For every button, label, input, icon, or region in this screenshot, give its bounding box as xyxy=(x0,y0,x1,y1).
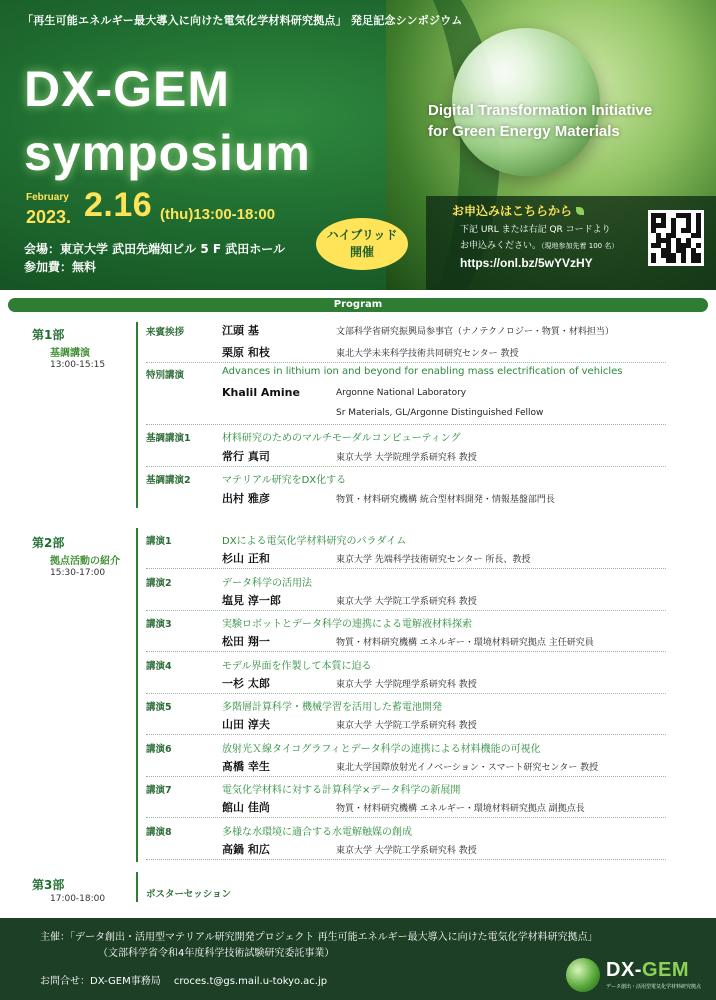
part3-title: 第3部 xyxy=(32,878,65,892)
registration-heading-text: お申込みはこちらから xyxy=(452,204,573,218)
talk-affiliation: 東京大学 先端科学技術研究センター 所長、教授 xyxy=(336,555,531,565)
logo-text-dx: DX- xyxy=(606,959,642,981)
talk-label: 講演6 xyxy=(146,743,172,755)
part2-subtitle: 拠点活動の紹介 xyxy=(50,556,120,567)
separator xyxy=(146,859,666,860)
logo-globe-icon xyxy=(566,958,600,992)
part3-time: 17:00-18:00 xyxy=(50,894,106,904)
talk-title: 実験ロボットとデータ科学の連携による電解液材料探索 xyxy=(222,619,472,630)
talk-title: 放射光Ｘ線タイコグラフィとデータ科学の連携による材料機能の可視化 xyxy=(222,743,541,755)
talk-speaker: 髙橋 幸生 xyxy=(222,759,270,773)
welcome2-name: 栗原 和枝 xyxy=(222,346,270,359)
part1-subtitle: 基調講演 xyxy=(50,348,90,359)
qr-module xyxy=(696,258,701,263)
separator xyxy=(146,568,666,569)
poster-session-label: ポスターセッション xyxy=(146,889,232,900)
registration-line-2-text: お申込みください。 xyxy=(460,241,542,251)
part2-divider xyxy=(136,528,138,862)
separator xyxy=(146,734,666,735)
registration-url-link[interactable]: https://onl.bz/5wYVzHY xyxy=(460,256,593,270)
talk-label: 講演5 xyxy=(146,702,172,713)
registration-line-1: 下記 URL または右記 QR コードより xyxy=(460,225,611,235)
special-affiliation-1: Argonne National Laboratory xyxy=(336,388,467,398)
separator xyxy=(146,693,666,694)
subtitle xyxy=(428,100,652,142)
talk-affiliation: 東京大学 大学院工学系研究科 教授 xyxy=(336,845,477,856)
hybrid-line-1: ハイブリッド xyxy=(326,228,398,242)
logo-subtitle: データ創出・活用型電気化学材料研究拠点 xyxy=(606,984,702,990)
special-title: Advances in lithium ion and beyond for enabling mass electrification of vehicles xyxy=(222,366,623,377)
dx-gem-logo xyxy=(566,956,706,996)
talk-speaker: 杉山 正和 xyxy=(222,552,270,565)
capacity-note: （現地参加先着 100 名） xyxy=(541,242,619,250)
talk-label: 講演1 xyxy=(146,536,172,547)
hybrid-badge xyxy=(316,218,408,270)
talk-affiliation: 物質・材料研究機構 エネルギー・環境材料研究拠点 主任研究員 xyxy=(336,638,594,648)
talk-label: 講演8 xyxy=(146,826,172,838)
subtitle-line-1: Digital Transformation Initiative xyxy=(428,102,653,119)
welcome2-affiliation: 東北大学未来科学技術共同研究センター 教授 xyxy=(336,349,519,359)
hero-banner xyxy=(0,0,716,290)
part3-divider xyxy=(136,872,138,902)
leaf-icon xyxy=(576,207,584,215)
talk-title: 電気化学材料に対する計算科学×データ科学の新展開 xyxy=(222,785,461,796)
date-year: 2023. xyxy=(26,207,72,227)
talk-speaker: 山田 淳夫 xyxy=(222,718,270,731)
talk-label: 講演4 xyxy=(146,660,172,672)
talk-title: 多階層計算科学・機械学習を活用した蓄電池開発 xyxy=(222,702,442,713)
talk-label: 講演3 xyxy=(146,619,172,630)
date-time: (thu)13:00-18:00 xyxy=(160,206,276,223)
talk-affiliation: 東北大学国際放射光イノベーション・スマート研究センター 教授 xyxy=(336,762,599,773)
program-heading-bar xyxy=(8,298,708,312)
qr-code-icon[interactable] xyxy=(648,210,704,266)
talk-title: 多様な水環境に適合する水電解触媒の創成 xyxy=(222,826,412,838)
special-label: 特別講演 xyxy=(146,370,185,381)
talk-speaker: 高鍋 和広 xyxy=(222,842,270,856)
logo-text-gem: GEM xyxy=(641,959,690,981)
separator xyxy=(146,776,666,777)
keynote1-name: 常行 真司 xyxy=(222,450,270,463)
part2-time: 15:30-17:00 xyxy=(50,568,106,578)
keynote1-title: 材料研究のためのマルチモーダルコンピューティング xyxy=(222,433,461,444)
hybrid-line-2: 開催 xyxy=(349,245,374,259)
talk-affiliation: 東京大学 大学院工学系研究科 教授 xyxy=(336,596,477,607)
part1-divider xyxy=(136,322,138,508)
organizer-line: 主催：「データ創出・活用型マテリアル研究開発プロジェクト 再生可能エネルギー最大導入に向けた電気化学材料研究拠点」 xyxy=(40,932,598,943)
part1-title: 第1部 xyxy=(32,328,65,342)
title-line-1: DX-GEM xyxy=(24,61,230,117)
pre-title: 「再生可能エネルギー最大導入に向けた電気化学材料研究拠点」 発足記念シンポジウム xyxy=(22,14,463,27)
talk-title: DXによる電気化学材料研究のパラダイム xyxy=(222,536,407,547)
registration-heading xyxy=(452,202,584,219)
part1-time: 13:00-15:15 xyxy=(50,360,106,370)
talk-speaker: 館山 佳尚 xyxy=(222,801,270,814)
separator xyxy=(146,651,666,652)
qr-code-pattern xyxy=(651,213,701,263)
separator xyxy=(146,610,666,611)
date-day: 2.16 xyxy=(84,186,153,224)
part2-title: 第2部 xyxy=(32,536,65,550)
program-heading: Program xyxy=(333,299,383,310)
talk-affiliation: 東京大学 大学院理学系研究科 教授 xyxy=(336,679,477,690)
keynote2-label: 基調講演2 xyxy=(146,475,191,486)
welcome1-affiliation: 文部科学省研究振興局参事官（ナノテクノロジー・物質・材料担当） xyxy=(336,327,614,337)
keynote2-name: 出村 雅彦 xyxy=(222,492,270,505)
welcome-label: 来賓挨拶 xyxy=(146,327,185,338)
contact-line[interactable]: お問合せ：DX-GEM事務局 croces.t@gs.mail.u-tokyo.ac.jp xyxy=(40,976,328,987)
special-affiliation-2: Sr Materials, GL/Argonne Distinguished Fellow xyxy=(336,408,544,418)
special-name: Khalil Amine xyxy=(222,386,300,399)
welcome1-name: 江頭 基 xyxy=(222,324,259,337)
logo-text xyxy=(606,959,689,982)
keynote2-affiliation: 物質・材料研究機構 統合型材料開発・情報基盤部門長 xyxy=(336,495,555,505)
separator xyxy=(146,424,666,425)
talk-affiliation: 物質・材料研究機構 エネルギー・環境材料研究拠点 副拠点長 xyxy=(336,804,585,814)
registration-panel xyxy=(426,196,716,290)
talk-speaker: 松田 翔一 xyxy=(222,635,270,648)
footer xyxy=(0,918,716,1000)
talk-affiliation: 東京大学 大学院工学系研究科 教授 xyxy=(336,721,477,731)
talk-label: 講演2 xyxy=(146,577,172,589)
talk-label: 講演7 xyxy=(146,785,172,796)
talk-title: モデル界面を作製して本質に迫る xyxy=(222,660,372,672)
talk-speaker: 塩見 淳一郎 xyxy=(222,593,281,607)
talk-speaker: 一杉 太郎 xyxy=(222,676,270,690)
organizer-note: （文部科学省令和4年度科学技術試験研究委託事業） xyxy=(98,948,335,959)
talk-title: データ科学の活用法 xyxy=(222,577,312,589)
subtitle-line-2: for Green Energy Materials xyxy=(428,123,620,140)
venue: 会場：東京大学 武田先端知ビル 5 F 武田ホール xyxy=(24,242,286,256)
date-month: February xyxy=(26,192,69,203)
keynote1-affiliation: 東京大学 大学院理学系研究科 教授 xyxy=(336,453,477,463)
separator xyxy=(146,466,666,467)
fee: 参加費：無料 xyxy=(24,260,97,274)
separator xyxy=(146,817,666,818)
title-line-2: symposium xyxy=(24,125,311,181)
registration-line-2 xyxy=(460,238,618,251)
keynote2-title: マテリアル研究をDX化する xyxy=(222,475,347,486)
keynote1-label: 基調講演1 xyxy=(146,433,191,444)
separator xyxy=(146,362,666,363)
